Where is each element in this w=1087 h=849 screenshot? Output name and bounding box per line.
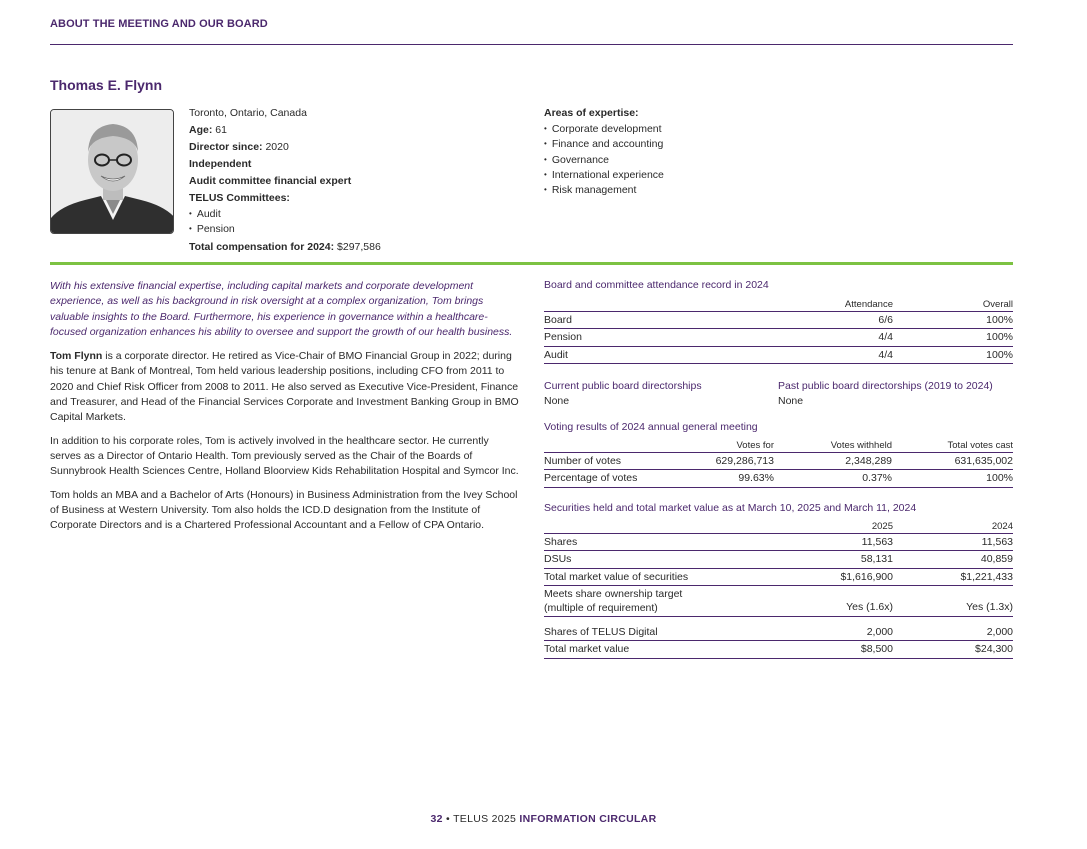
table-row — [544, 568, 1013, 586]
committee-item: • Pension — [189, 222, 381, 237]
table-header: Overall — [893, 297, 1013, 311]
table-row — [544, 551, 1013, 569]
table-header — [544, 438, 644, 452]
voting-title: Voting results of 2024 annual general meeting — [544, 421, 758, 433]
director-independent: Independent — [189, 158, 252, 170]
table-cell: Yes (1.6x) — [763, 586, 893, 617]
table-cell: 100% — [893, 329, 1013, 347]
attendance-section — [544, 279, 1013, 364]
table-row — [544, 311, 1013, 329]
director-biography — [50, 279, 520, 541]
director-name: Thomas E. Flynn — [50, 77, 163, 93]
table-row — [544, 586, 1013, 617]
table-cell: Pension — [544, 329, 763, 347]
table-cell: 99.63% — [644, 470, 774, 488]
table-cell: Yes (1.3x) — [893, 586, 1013, 617]
expertise-item: • Risk management — [544, 183, 664, 198]
page-footer — [0, 813, 1087, 825]
table-header-row — [544, 438, 1013, 452]
table-cell: $24,300 — [893, 641, 1013, 659]
section-divider — [50, 262, 1013, 265]
table-header: Total votes cast — [892, 438, 1013, 452]
expertise-item: • Finance and accounting — [544, 137, 664, 152]
current-directorships-title: Current public board directorships — [544, 380, 702, 392]
director-compensation: Total compensation for 2024: $297,586 — [189, 241, 381, 253]
table-cell: 4/4 — [763, 346, 893, 364]
expertise-heading: Areas of expertise: — [544, 107, 639, 119]
table-cell: 40,859 — [893, 551, 1013, 569]
past-directorships-title: Past public board directorships (2019 to 2024) — [778, 380, 993, 392]
table-row — [544, 329, 1013, 347]
table-cell: 100% — [892, 470, 1013, 488]
footer-document-title: INFORMATION CIRCULAR — [519, 813, 657, 825]
table-header: 2024 — [893, 519, 1013, 533]
expertise-item: • International experience — [544, 168, 664, 183]
table-header: 2025 — [763, 519, 893, 533]
table-cell: Audit — [544, 346, 763, 364]
areas-of-expertise — [544, 106, 664, 198]
portrait-illustration — [51, 110, 174, 234]
attendance-title: Board and committee attendance record in 2024 — [544, 279, 769, 291]
table-row — [544, 346, 1013, 364]
page-number: 32 — [430, 813, 443, 825]
table-header: Attendance — [763, 297, 893, 311]
table-cell: 2,348,289 — [774, 452, 892, 470]
footer-company: TELUS 2025 — [453, 813, 517, 825]
table-cell: 631,635,002 — [892, 452, 1013, 470]
bio-intro: With his extensive financial expertise, including capital markets and corporate development experience, as well as his background in risk oversight at a complex organization, Tom brings valuable insights to the Board. Furthermore, his experience in governance within a healthcare-focused organization enhances his ability to oversee and support the growth of our health business. — [50, 280, 513, 338]
table-cell: 11,563 — [893, 533, 1013, 551]
footer-bullet: • — [446, 813, 451, 825]
table-header-row — [544, 519, 1013, 533]
table-cell: Board — [544, 311, 763, 329]
director-age: Age: 61 — [189, 124, 227, 136]
directorships-section — [544, 379, 1013, 413]
bio-paragraph: Tom holds an MBA and a Bachelor of Arts (Honours) in Business Administration from the Ivey School of Business at Western University. Tom also holds the ICD.D designation from the Institute of Corporate Directors and is a Chartered Professional Accountant and a Fellow of CPA Ontario. — [50, 488, 518, 532]
table-cell: $1,221,433 — [893, 568, 1013, 586]
table-row — [544, 470, 1013, 488]
committee-item: • Audit — [189, 207, 381, 222]
table-cell: 11,563 — [763, 533, 893, 551]
table-header — [544, 297, 763, 311]
director-photo — [50, 109, 174, 234]
table-cell: Meets share ownership target (multiple of requirement) — [544, 586, 763, 617]
table-header-row — [544, 297, 1013, 311]
table-cell: $8,500 — [763, 641, 893, 659]
table-cell: Shares — [544, 533, 763, 551]
expertise-item: • Governance — [544, 153, 664, 168]
securities-section — [544, 502, 1013, 659]
table-row — [544, 641, 1013, 659]
table-cell: Total market value of securities — [544, 568, 763, 586]
bio-paragraph: Tom Flynn is a corporate director. He retired as Vice-Chair of BMO Financial Group in 2022; during his tenure at Bank of Montreal, Tom held various leadership positions, including CFO from 2011 to 2020 and Chief Risk Officer from 2008 to 2011. He also served as Executive Vice-President, Finance and Treasurer, and Head of the Financial Services Corporate and Investment Banking Group in BMO Capital Markets. — [50, 350, 519, 424]
expertise-item: • Corporate development — [544, 122, 664, 137]
table-row — [544, 617, 1013, 641]
director-audit-expert: Audit committee financial expert — [189, 175, 352, 187]
table-cell: $1,616,900 — [763, 568, 893, 586]
table-cell: Percentage of votes — [544, 470, 644, 488]
securities-table — [544, 519, 1013, 659]
table-cell: 0.37% — [774, 470, 892, 488]
section-header: ABOUT THE MEETING AND OUR BOARD — [50, 18, 268, 30]
committees-label: TELUS Committees: — [189, 192, 290, 204]
table-cell: 6/6 — [763, 311, 893, 329]
director-profile — [189, 105, 381, 256]
header-rule — [50, 44, 1013, 45]
voting-section — [544, 421, 1013, 488]
table-cell: Shares of TELUS Digital — [544, 617, 763, 641]
past-directorships-value: None — [778, 395, 804, 407]
table-row — [544, 533, 1013, 551]
director-since: Director since: 2020 — [189, 141, 289, 153]
table-cell: Total market value — [544, 641, 763, 659]
securities-title: Securities held and total market value as at March 10, 2025 and March 11, 2024 — [544, 502, 917, 514]
table-cell: 2,000 — [893, 617, 1013, 641]
table-header — [544, 519, 763, 533]
attendance-table — [544, 297, 1013, 364]
table-header: Votes for — [644, 438, 774, 452]
table-row — [544, 452, 1013, 470]
table-cell: DSUs — [544, 551, 763, 569]
table-cell: 100% — [893, 346, 1013, 364]
voting-table — [544, 438, 1013, 488]
table-cell: 629,286,713 — [644, 452, 774, 470]
table-cell: 2,000 — [763, 617, 893, 641]
director-location: Toronto, Ontario, Canada — [189, 107, 307, 119]
table-cell: Number of votes — [544, 452, 644, 470]
table-header: Votes withheld — [774, 438, 892, 452]
bio-paragraph: In addition to his corporate roles, Tom is actively involved in the healthcare sector. He currently serves as a Director of Ontario Health. Tom previously served as the Chair of the Boards of Sunnybrook Health Sciences Centre, Holland Bloorview Kids Rehabilitation Hospital and Symcor Inc. — [50, 434, 519, 478]
current-directorships-value: None — [544, 395, 570, 407]
table-cell: 4/4 — [763, 329, 893, 347]
table-cell: 58,131 — [763, 551, 893, 569]
table-cell: 100% — [893, 311, 1013, 329]
